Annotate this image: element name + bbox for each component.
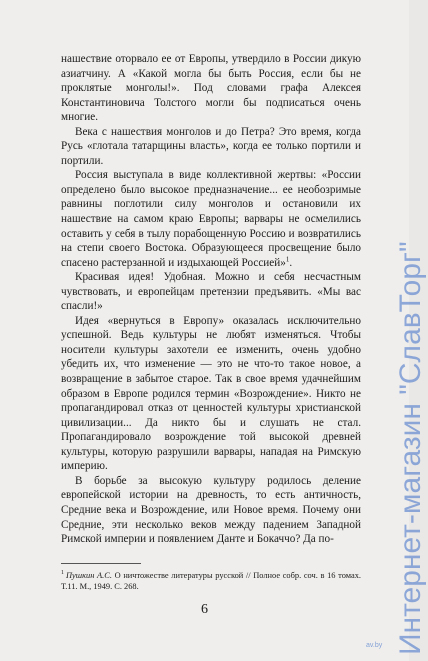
watermark xyxy=(358,195,427,655)
paragraph-5: Идея «вернуться в Европу» оказалась исключительно успешной. Ведь культуры не любят изменяться. Чтобы носители культуры захотели ее изменить, очень удобно убедить их, что изменение — это не что-то такое новое, а возвращение в забытое старое. Так в свое время удачнейшим образом в Европе родился термин «Возрождение». Никто не пропагандировал отказ от ценностей культуры христианской цивилизации... Да никто бы и слушать не стал. Пропагандировало возрождение той высокой древней культуры, которую разрушили варвары, нападая на Римскую империю. xyxy=(61,314,361,473)
body-text xyxy=(61,52,361,547)
page-number: 6 xyxy=(201,602,208,617)
paragraph-6: В борьбе за высокую культуру родилось деление европейской истории на древность, то есть античность, Средние века и Возрождение, или Новое время. Почему они Средние, эти несколько веков между падением Западной Римской империи и появлением Данте и Бокаччо? Да по- xyxy=(61,474,361,546)
paragraph-4: Красивая идея! Удобная. Можно и себя несчастным чувствовать, и европейцам претензии предъявить. «Мы вас спасли!» xyxy=(61,271,361,313)
watermark-text: Интернет-магазин "СлавТорг" xyxy=(394,241,427,655)
footnote-text: О ничтожестве литературы русской // Полное собр. соч. в 16 томах. Т.11. М., 1949. С. 268. xyxy=(61,571,361,591)
watermark-url: av.by xyxy=(366,642,383,649)
footnote xyxy=(61,570,361,592)
paragraph-3: Россия выступала в виде коллективной жертвы: «России определено было высокое предназначение... ее необозримые равнины поглотили силу монголов и остановили их нашествие на самом краю Европы; варвары не осмелились оставить у себя в тылу порабощенную Россию и возвратились на степи своего Востока. Образующееся просвещение было спасено растерзанной и издыхающей Россией»$^1$. xyxy=(61,169,361,269)
paragraph-2: Века с нашествия монголов и до Петра? Это время, когда Русь «глотала татарщины власть», когда ее только портили и портили. xyxy=(61,125,361,167)
footnote-author: Пушкин А.С. xyxy=(66,571,112,580)
paragraph-1: нашествие оторвало ее от Европы, утвердило в России дикую азиатчину. А «Какой могла бы быть Россия, если бы не проклятые монголы!». Под словами графа Алексея Константиновича Толстого могли бы подписаться очень многие. xyxy=(61,53,361,124)
footnote-mark: 1 xyxy=(61,570,64,577)
footnote-divider xyxy=(61,563,141,564)
footnote-ref[interactable]: 1 xyxy=(285,254,290,263)
